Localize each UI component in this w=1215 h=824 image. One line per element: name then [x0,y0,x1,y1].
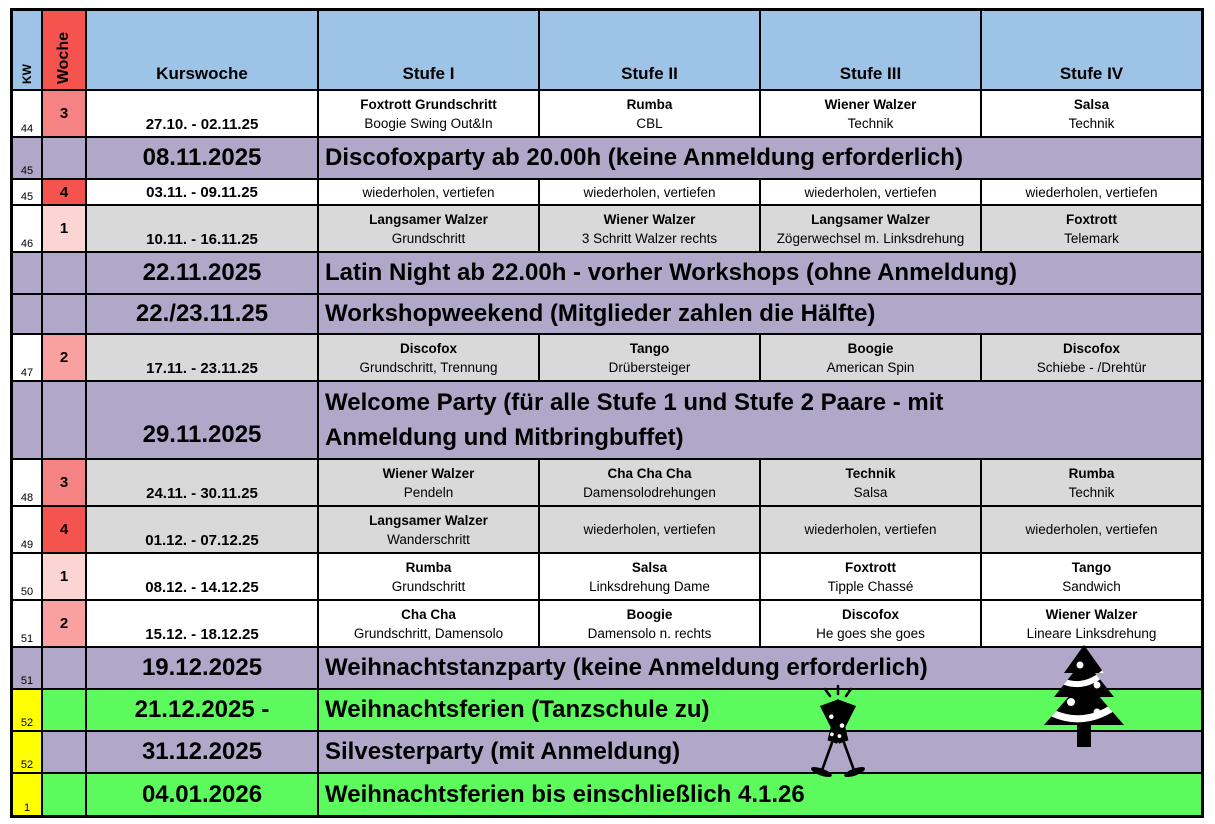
stufe-4-cell [982,460,1201,505]
dance-figure: American Spin [826,359,915,375]
dance-title: Foxtrott [845,559,896,575]
stufe-2-cell [540,507,759,552]
date-cell: 22./23.11.25 [87,295,317,333]
dance-title: Rumba [405,559,452,575]
event-row [13,253,1201,293]
dance-figure: wiederholen, vertiefen [583,522,716,537]
stufe-1-cell [319,460,538,505]
dance-title: Wiener Walzer [603,211,696,227]
dance-title: Discofox [1062,340,1120,356]
dance-figure: Linksdrehung Dame [589,578,710,594]
dance-figure: Technik [847,115,894,131]
dance-figure: Schiebe - /Drehtür [1036,359,1147,375]
event-label [319,295,1201,333]
stufe-2-cell [540,601,759,646]
dance-title: Cha Cha [401,606,456,622]
event-label [319,138,1201,178]
woche-cell [43,648,85,688]
event-line: Weihnachtstanzparty (keine Anmeldung erforderlich) [325,654,928,681]
course-week-row [13,507,1201,552]
dance-title: Rumba [626,96,673,112]
date-cell: 08.12. - 14.12.25 [87,554,317,599]
course-week-row [13,206,1201,251]
date-cell: 19.12.2025 [87,648,317,688]
dance-title: Salsa [631,559,668,575]
kw-cell: 45 [13,180,41,204]
dance-figure: Technik [1068,115,1115,131]
dance-figure: Grundschritt [391,578,466,594]
event-line: Silvesterparty (mit Anmeldung) [325,738,681,765]
dance-figure: wiederholen, vertiefen [804,184,937,200]
woche-cell: 3 [43,91,85,136]
woche-cell [43,253,85,293]
kw-cell [13,382,41,458]
dance-title: Langsamer Walzer [369,512,488,528]
stufe-1-cell [319,601,538,646]
dance-figure: Drübersteiger [608,359,691,375]
dance-title: Foxtrott Grundschritt [360,96,497,112]
date-cell: 17.11. - 23.11.25 [87,335,317,380]
dance-title: Cha Cha Cha [607,465,692,481]
course-week-row [13,180,1201,204]
dance-figure: Damensolodrehungen [583,484,716,500]
dance-figure: He goes she goes [816,625,925,641]
stufe-4-cell [982,91,1201,136]
header-row [13,11,1201,89]
dance-title: Wiener Walzer [1045,606,1138,622]
event-row [13,382,1201,458]
dance-figure: Telemark [1064,230,1119,246]
kw-cell: 1 [13,774,41,815]
dance-figure: wiederholen, vertiefen [362,184,495,200]
stufe-4-cell [982,507,1201,552]
kw-cell: 51 [13,601,41,646]
kw-cell: 52 [13,690,41,730]
dance-figure: Grundschritt, Trennung [359,359,498,375]
stufe-4-cell [982,206,1201,251]
stufe-1-header-cell [319,11,538,89]
stufe-2-header-label: Stufe II [621,64,678,83]
stufe-3-cell [761,180,980,204]
stufe-2-cell [540,335,759,380]
kurswoche-header-label: Kurswoche [156,64,248,83]
event-line: Latin Night ab 22.00h - vorher Workshops (ohne Anmeldung) [325,259,1018,286]
dance-figure: Technik [1068,484,1115,500]
date-cell: 10.11. - 16.11.25 [87,206,317,251]
kurswoche-header-cell [87,11,317,89]
stufe-3-cell [761,601,980,646]
event-row [13,648,1201,688]
stufe-3-header-cell [761,11,980,89]
event-row [13,295,1201,333]
woche-cell: 2 [43,335,85,380]
woche-cell [43,382,85,458]
kw-cell: 44 [13,91,41,136]
dance-title: Salsa [1073,96,1110,112]
dance-figure: Sandwich [1062,578,1121,594]
event-label [319,774,1201,815]
woche-cell: 1 [43,206,85,251]
woche-header-cell [43,11,85,89]
woche-cell [43,690,85,730]
woche-cell [43,774,85,815]
dance-title: Langsamer Walzer [369,211,488,227]
dance-title: Langsamer Walzer [811,211,930,227]
dance-title: Boogie [847,340,894,356]
dance-title: Wiener Walzer [382,465,475,481]
stufe-4-cell [982,554,1201,599]
stufe-1-cell [319,335,538,380]
event-row [13,732,1201,772]
stufe-3-cell [761,91,980,136]
dance-figure: Wanderschritt [387,531,470,547]
stufe-3-header-label: Stufe III [839,64,902,83]
kw-cell: 50 [13,554,41,599]
dance-figure: Boogie Swing Out&In [364,115,493,131]
stufe-1-cell [319,91,538,136]
kw-cell: 47 [13,335,41,380]
course-week-row [13,460,1201,505]
stufe-4-cell [982,601,1201,646]
date-cell: 31.12.2025 [87,732,317,772]
stufe-1-cell [319,206,538,251]
dance-title: Discofox [841,606,899,622]
stufe-2-cell [540,91,759,136]
woche-cell: 4 [43,507,85,552]
dance-figure: wiederholen, vertiefen [804,522,937,537]
woche-cell [43,732,85,772]
stufe-2-header-cell [540,11,759,89]
woche-header-label: Woche [55,31,72,84]
dance-figure: wiederholen, vertiefen [1025,522,1158,537]
date-cell: 21.12.2025 - [87,690,317,730]
kw-cell: 46 [13,206,41,251]
dance-figure: wiederholen, vertiefen [583,184,716,200]
event-line: Weihnachtsferien (Tanzschule zu) [325,696,710,723]
event-row [13,774,1201,815]
course-week-row [13,601,1201,646]
dance-figure: Grundschritt, Damensolo [353,625,504,641]
dance-figure: Damensolo n. rechts [587,625,712,641]
stufe-1-cell [319,180,538,204]
date-cell: 22.11.2025 [87,253,317,293]
course-week-row [13,91,1201,136]
stufe-4-header-cell [982,11,1201,89]
event-label [319,732,1201,772]
dance-figure: 3 Schritt Walzer rechts [581,230,718,246]
event-label [319,648,1201,688]
stufe-3-cell [761,206,980,251]
kw-cell: 48 [13,460,41,505]
date-cell: 01.12. - 07.12.25 [87,507,317,552]
stufe-4-cell [982,180,1201,204]
stufe-3-cell [761,335,980,380]
event-line: Discofoxparty ab 20.00h (keine Anmeldung erforderlich) [325,144,963,171]
stufe-4-header-label: Stufe IV [1059,64,1124,83]
woche-cell: 3 [43,460,85,505]
kw-cell [13,253,41,293]
stufe-3-cell [761,507,980,552]
dance-figure: Zögerwechsel m. Linksdrehung [776,230,965,246]
event-row [13,690,1201,730]
date-cell: 24.11. - 30.11.25 [87,460,317,505]
stufe-2-cell [540,460,759,505]
stufe-1-header-label: Stufe I [402,64,455,83]
dance-title: Rumba [1068,465,1115,481]
event-line: Workshopweekend (Mitglieder zahlen die Hälfte) [325,300,876,327]
stufe-2-cell [540,206,759,251]
stufe-4-cell [982,335,1201,380]
stufe-2-cell [540,554,759,599]
event-row [13,138,1201,178]
date-cell: 27.10. - 02.11.25 [87,91,317,136]
dance-figure: Pendeln [403,484,454,500]
stufe-1-cell [319,554,538,599]
kw-cell: 52 [13,732,41,772]
kw-cell: 51 [13,648,41,688]
date-cell: 29.11.2025 [87,382,317,458]
stufe-1-cell [319,507,538,552]
date-cell: 03.11. - 09.11.25 [87,180,317,204]
dance-figure: Grundschritt [391,230,466,246]
date-cell: 04.01.2026 [87,774,317,815]
woche-cell: 4 [43,180,85,204]
dance-title: Tango [629,340,670,356]
date-cell: 15.12. - 18.12.25 [87,601,317,646]
kw-cell: 49 [13,507,41,552]
dance-title: Tango [1071,559,1112,575]
event-line: Weihnachtsferien bis einschließlich 4.1.26 [325,780,805,808]
kw-header-label: KW [20,64,34,84]
stufe-3-cell [761,460,980,505]
dance-figure: CBL [636,115,663,131]
event-label [319,253,1201,293]
course-week-row [13,335,1201,380]
woche-cell: 2 [43,601,85,646]
course-week-row [13,554,1201,599]
stufe-2-cell [540,180,759,204]
schedule-table [10,8,1204,818]
woche-cell [43,295,85,333]
date-cell: 08.11.2025 [87,138,317,178]
woche-cell: 1 [43,554,85,599]
dance-figure: Salsa [853,484,888,500]
event-line: Welcome Party (für alle Stufe 1 und Stufe 2 Paare - mit [325,389,944,416]
dance-title: Foxtrott [1066,211,1117,227]
woche-cell [43,138,85,178]
dance-figure: wiederholen, vertiefen [1025,184,1158,200]
stufe-3-cell [761,554,980,599]
dance-title: Discofox [399,340,457,356]
event-label [319,382,1201,458]
event-line: Anmeldung und Mitbringbuffet) [325,424,684,451]
dance-title: Boogie [626,606,673,622]
dance-title: Technik [845,465,896,481]
event-label [319,690,1201,730]
kw-cell: 45 [13,138,41,178]
dance-figure: Tipple Chassé [827,578,914,594]
dance-title: Wiener Walzer [824,96,917,112]
dance-figure: Lineare Linksdrehung [1026,625,1157,641]
kw-header-cell [13,11,41,89]
kw-cell [13,295,41,333]
